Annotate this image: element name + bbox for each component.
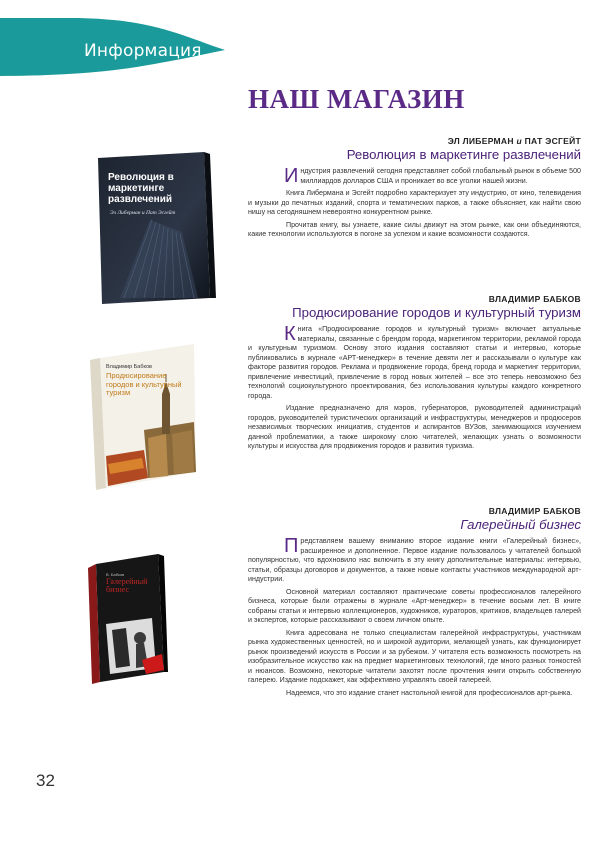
article-author: ВЛАДИМИР БАБКОВ xyxy=(488,294,581,304)
article-paragraph: Прочитав книгу, вы узнаете, какие силы движут на этом рынке, как они объединяются, какие технологии используются в погоне за успехом и какие возможности создаются. xyxy=(248,220,581,238)
drop-cap: П xyxy=(284,535,299,557)
article-paragraph: Издание предназначено для мэров, губернаторов, руководителей администраций городов, руководителей туристических организаций и инфраструктуры, менеджеров и продюсеров независимых творческих инициатив, студентов и аспирантов ВУЗов, занимающихся изучением данной проблематики, а также широкому слою читателей, желающих узнать о возможности культуры и искусства для продвижения городов и развития туризма. xyxy=(248,404,581,450)
article-paragraph: Индустрия развлечений сегодня представляет собой глобальный рынок в объеме 500 миллиардов долларов США и проникает во все уголки нашей жизни. xyxy=(284,165,581,187)
article-paragraph: Книга адресована не только специалистам галерейной инфраструктуры, участникам рынка художественных ценностей, но и широкой аудитории, желающей узнать, как функционирует рынок произведений искусств в России и за рубежом. У читателя есть возможность посмотреть на изобразительное искусство как на предмет маркетинговых технологий, где много разных тонкостей и нюансов. Возможно, некоторые читатели захотят после прочтения книги открыть собственную галерею. Издание подскажет, как эффективно управлять своей галереей. xyxy=(248,628,581,684)
author-name: ЭЛ ЛИБЕРМАН xyxy=(447,136,514,146)
cover-authors: Эл Либерман и Пат Эсгейт xyxy=(110,210,176,216)
drop-cap: К xyxy=(284,323,296,345)
book-cover-gallery-business xyxy=(86,548,172,692)
cover-author: Владимир Бабков xyxy=(106,364,152,370)
cover-title: Революция в маркетинге развлечений xyxy=(108,172,174,205)
section-tab xyxy=(0,18,232,70)
book-cover-city-producing xyxy=(82,336,202,500)
article-paragraph: Книга «Продюсирование городов и культурный туризм» включает актуальные материалы, связанные с брендом города, маркетингом территории, рекламой города и культурным туризмом. Основу этого издания составляют статьи и интервью, которые публиковались в журнале «АРТ-менеджер» в течение девяти лет и рассказывали о культуре как факторе развития городов. Реклама и продвижение города, бренд города и маркетинг территории, привлечение инвестиций, привлечение в город новых жителей – все это теперь невозможно без технологий социокультурного проектирования, без использования культуры каждого конкретного города. xyxy=(248,323,581,400)
article-paragraph: Представляем вашему вниманию второе издание книги «Галерейный бизнес», расширенное и дополненное. Первое издание пользовалось у читателей большой популярностью, что вдохновило нас включить в эту книгу дополнительные материалы: интервью, статьи, образцы договоров и документов, а также новые контакты участников международной арт-индустрии. xyxy=(248,535,581,583)
article-paragraph: Основной материал составляют практические советы профессионалов галерейного бизнеса, которые были отражены в журнале «Арт-менеджер» в течение восьми лет. В книге собраны статьи и интервью коллекционеров, художников, кураторов, критиков, владельцев галерей и экспертов, которые рассказывают о своем личном опыте. xyxy=(248,587,581,624)
author-name: ПАТ ЭСГЕЙТ xyxy=(524,136,581,146)
cover-author: В. Бабков xyxy=(106,572,125,577)
cover-title: Галерейный бизнес xyxy=(106,577,148,594)
page-number: 32 xyxy=(36,771,55,790)
book-cover-entertainment-marketing xyxy=(94,148,220,312)
page-title: НАШ МАГАЗИН xyxy=(248,84,465,114)
article-title: Революция в маркетинге развлечений xyxy=(346,147,581,162)
drop-cap: И xyxy=(284,165,299,187)
article-title: Продюсирование городов и культурный туризм xyxy=(292,305,581,320)
article-paragraph: Книга Либермана и Эсгейт подробно характеризует эту индустрию, от кино, телевидения и музыки до печатных изданий, спорта и тематических парков, а также объясняет, как найти свою нишу на сегодняшнем невероятно конкурентном рынке. xyxy=(248,189,581,216)
article-author xyxy=(248,136,581,146)
author-join: и xyxy=(513,136,525,146)
article-paragraph: Надеемся, что это издание станет настольной книгой для профессионалов арт-рынка. xyxy=(286,688,573,697)
section-tab-label: Информация xyxy=(84,41,202,61)
article-title: Галерейный бизнес xyxy=(460,517,581,532)
cover-title: Продюсирование городов и культурный туризм xyxy=(106,371,182,397)
article-entertainment-marketing xyxy=(248,136,581,240)
article-author: ВЛАДИМИР БАБКОВ xyxy=(488,506,581,516)
article-gallery-business xyxy=(248,506,581,698)
article-city-producing xyxy=(248,294,581,452)
